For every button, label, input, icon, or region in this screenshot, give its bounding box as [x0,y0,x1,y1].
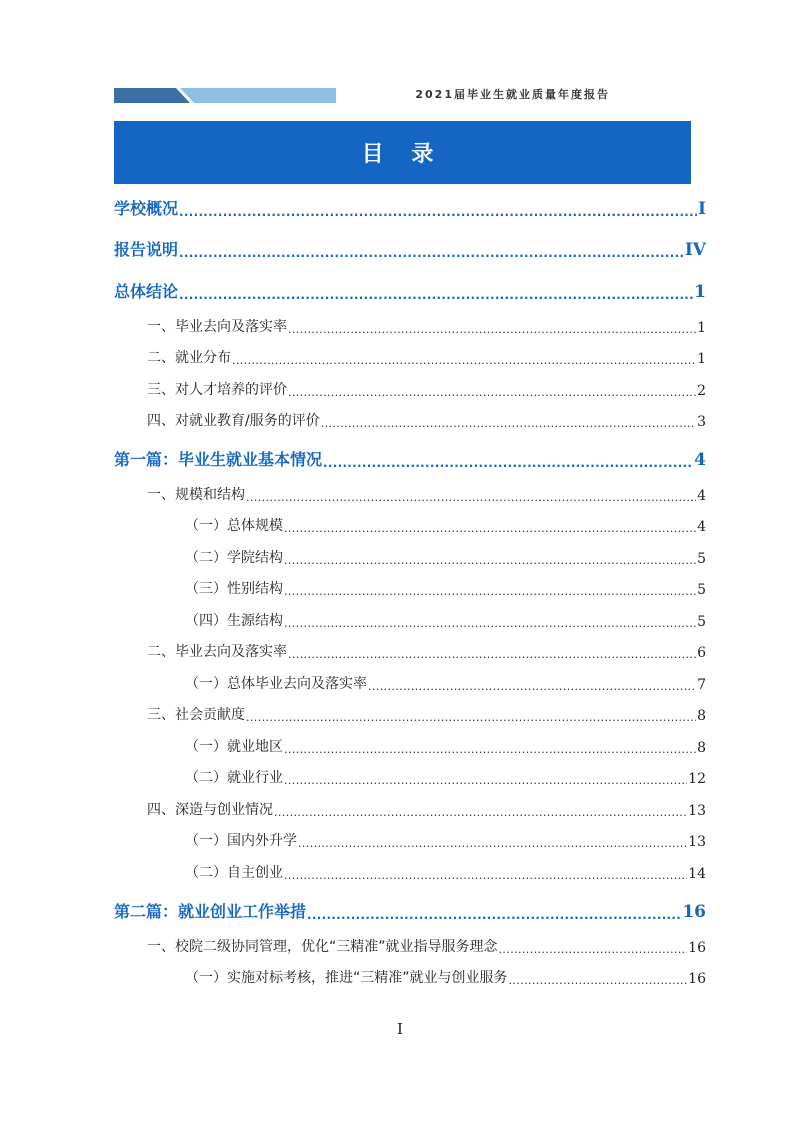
toc-entry-label: （一）实施对标考核，推进“三精准”就业与创业服务 [185,970,508,986]
toc-leader [274,806,687,819]
toc-entry[interactable] [114,447,706,470]
toc-leader [368,680,696,693]
toc-entry[interactable] [147,641,706,661]
toc-entry[interactable] [147,704,706,724]
toc-entry[interactable] [114,279,706,302]
toc-entry[interactable] [114,237,706,260]
toc-leader [246,491,696,504]
toc-entry[interactable] [185,673,706,693]
toc-entry[interactable] [185,578,706,598]
toc-entry-page: 16 [688,940,706,956]
toc-entry[interactable] [185,967,706,987]
toc-entry-page: 16 [682,902,706,922]
toc-entry[interactable] [147,936,706,956]
toc-entry-label: 四、深造与创业情况 [147,802,273,818]
toc-entry[interactable] [147,347,706,367]
toc-entry-page: 6 [697,645,706,661]
toc-entry-label: （四）生源结构 [185,613,283,629]
toc-entry-page: 5 [697,551,706,567]
toc-title: 目 录 [361,142,444,167]
toc-entry-label: 二、就业分布 [147,350,231,366]
toc-entry-label: （一）总体规模 [185,518,283,534]
toc-entry-page: 8 [697,708,706,724]
toc-entry-label: 第二篇：就业创业工作举措 [114,902,307,921]
toc-entry-label: 二、毕业去向及落实率 [147,644,287,660]
toc-entry-label: （一）国内外升学 [185,833,297,849]
toc-entry-label: （三）性别结构 [185,581,283,597]
toc-leader [179,246,684,260]
toc-leader [321,417,696,430]
toc-leader [323,456,693,470]
toc-entry-page: 4 [697,488,706,504]
toc-entry-page: 12 [688,771,706,787]
toc-leader [284,585,696,598]
toc-leader [284,554,696,567]
toc-entry-label: 总体结论 [114,282,179,301]
toc-entry-page: 13 [688,834,706,850]
toc-entry-page: 13 [688,803,706,819]
toc-entry-page: 1 [697,320,706,336]
toc-entry[interactable] [185,610,706,630]
toc-entry[interactable] [185,767,706,787]
toc-entry[interactable] [185,736,706,756]
toc-entry-label: （一）就业地区 [185,739,283,755]
toc-entry[interactable] [114,196,706,219]
toc-leader [246,711,696,724]
toc-entry-page: IV [684,240,706,260]
toc-entry[interactable] [185,862,706,882]
toc-entry-page: 1 [694,282,706,302]
toc-leader [284,774,687,787]
toc-leader [284,743,696,756]
toc-entry[interactable] [185,547,706,567]
toc-leader [288,648,696,661]
toc-entry[interactable] [185,830,706,850]
toc-entry[interactable] [185,515,706,535]
page-number: I [397,1020,403,1038]
toc-leader [509,974,688,987]
toc-entry-label: 一、校院二级协同管理，优化“三精准”就业指导服务理念 [147,939,498,955]
toc-leader [307,908,681,922]
toc-leader [288,386,696,399]
toc-leader [288,323,696,336]
toc-entry-page: 8 [697,740,706,756]
toc-entry-label: （二）就业行业 [185,770,283,786]
toc-leader [179,205,697,219]
header-report-title: 2021届毕业生就业质量年度报告 [415,88,610,101]
toc-leader [232,354,696,367]
toc-entry[interactable] [147,379,706,399]
toc-leader [298,837,687,850]
toc-entry-page: 7 [697,677,706,693]
toc-entry-label: 第一篇：毕业生就业基本情况 [114,450,323,469]
toc-entry-page: 5 [697,582,706,598]
toc-entry-page: 5 [697,614,706,630]
toc-entry-page: I [698,199,706,219]
toc-entry-label: 三、对人才培养的评价 [147,382,287,398]
toc-entry-page: 16 [688,971,706,987]
toc-entry-label: 学校概况 [114,199,179,218]
toc-entry-label: 四、对就业教育/服务的评价 [147,413,320,429]
toc-entry-label: （一）总体毕业去向及落实率 [185,676,367,692]
toc-leader [284,522,696,535]
toc-leader [179,288,693,302]
toc-entry-page: 4 [694,450,706,470]
toc-leader [284,869,687,882]
toc-entry-page: 14 [688,866,706,882]
toc-entry-label: （二）学院结构 [185,550,283,566]
toc-entry-page: 3 [697,414,706,430]
toc-entry-label: 报告说明 [114,240,179,259]
toc-entry-page: 4 [697,519,706,535]
toc-entry[interactable] [114,899,706,922]
toc-entry-label: （二）自主创业 [185,865,283,881]
toc-entry[interactable] [147,484,706,504]
toc-entry-page: 1 [697,351,706,367]
toc-entry-page: 2 [697,383,706,399]
toc-entry[interactable] [147,799,706,819]
toc-entry[interactable] [147,316,706,336]
toc-leader [284,617,696,630]
toc-entry[interactable] [147,410,706,430]
toc-entry-label: 一、毕业去向及落实率 [147,319,287,335]
toc-entry-label: 三、社会贡献度 [147,707,245,723]
toc-leader [499,943,688,956]
toc-entry-label: 一、规模和结构 [147,487,245,503]
